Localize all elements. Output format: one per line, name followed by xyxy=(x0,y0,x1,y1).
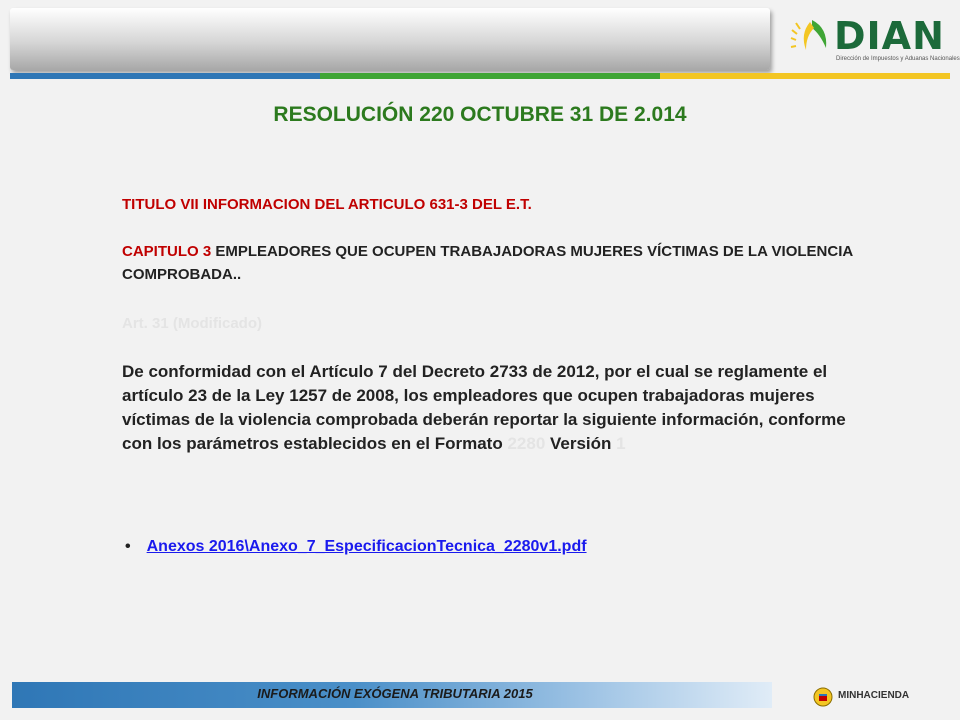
capitulo-text: EMPLEADORES QUE OCUPEN TRABAJADORAS MUJERES VÍCTIMAS DE LA VIOLENCIA COMPROBADA.. xyxy=(122,243,853,283)
footer-text: INFORMACIÓN EXÓGENA TRIBUTARIA 2015 xyxy=(257,686,533,701)
header-banner xyxy=(10,8,770,70)
version-number: 1 xyxy=(616,434,626,453)
body-text: De conformidad con el Artículo 7 del Decreto 2733 de 2012, por el cual se reglamente el artículo 23 de la Ley 1257 de 2008, los empleadores que ocupen trabajadoras mujeres víctimas de la violencia comprobada deberán reportar la siguiente información, conforme con los parámetros establecidos en el Formato xyxy=(122,362,846,453)
header-stripe-green xyxy=(320,73,660,79)
ministry-name: MINHACIENDA xyxy=(838,690,910,701)
version-label: Versión xyxy=(545,434,617,453)
capitulo-label: CAPITULO 3 xyxy=(122,243,212,260)
bullet-marker: • xyxy=(125,538,131,555)
capitulo-heading xyxy=(122,240,862,286)
logo-wordmark: DIAN xyxy=(834,14,945,58)
header-stripe-yellow xyxy=(660,73,950,79)
coat-of-arms-icon xyxy=(812,686,834,708)
articulo-label: Art. 31 (Modificado) xyxy=(122,315,263,332)
titulo-heading: TITULO VII INFORMACION DEL ARTICULO 631-3 DEL E.T. xyxy=(122,196,532,213)
formato-number: 2280 xyxy=(507,434,546,453)
logo-subtitle: Dirección de Impuestos y Aduanas Nacionales xyxy=(836,56,960,62)
sun-leaf-icon xyxy=(790,14,834,62)
body-paragraph xyxy=(122,360,862,456)
link-list-item xyxy=(125,538,587,556)
header-stripe-blue xyxy=(10,73,320,79)
annex-link[interactable]: Anexos 2016\Anexo_7_EspecificacionTecnica_2280v1.pdf xyxy=(146,538,587,555)
dian-logo xyxy=(790,14,960,70)
minhacienda-logo xyxy=(810,684,940,710)
slide-title: RESOLUCIÓN 220 OCTUBRE 31 DE 2.014 xyxy=(273,103,687,126)
